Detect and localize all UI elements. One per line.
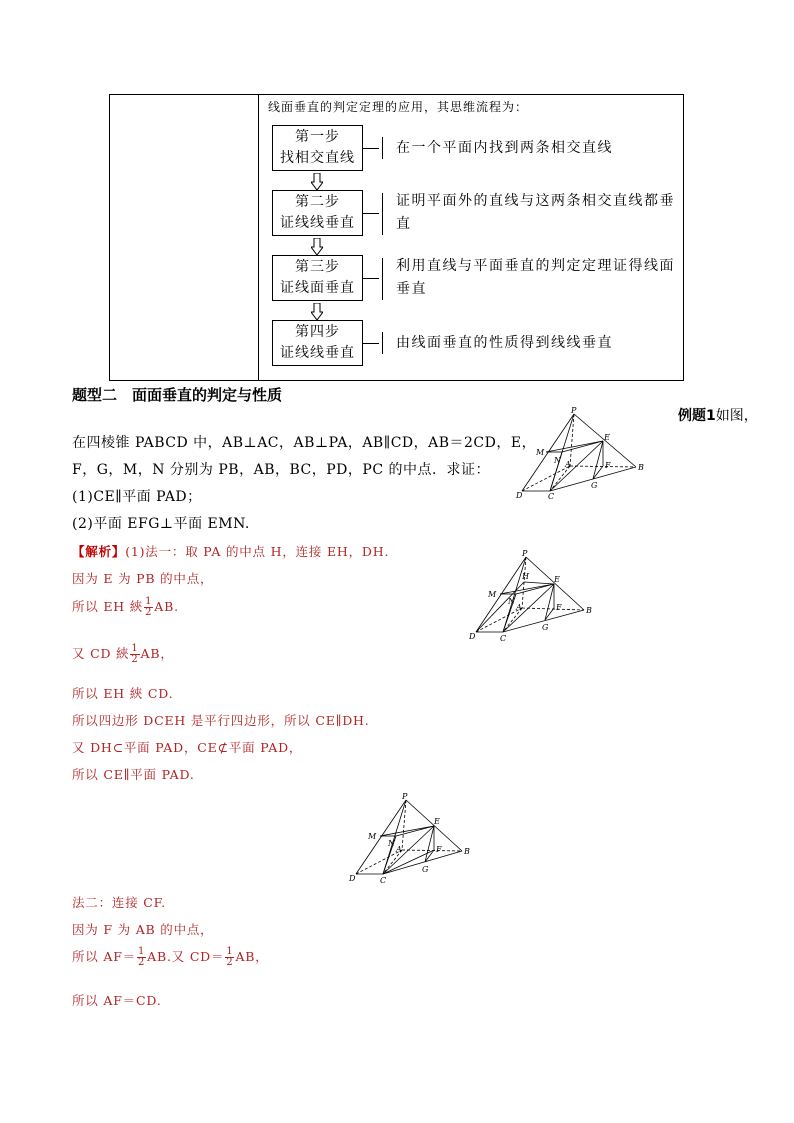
connector-bar [382, 258, 383, 300]
solution-text: (1)法一：取 PA 的中点 H，连接 EH，DH. [125, 544, 390, 559]
label-A: A [396, 845, 402, 854]
denominator: 2 [137, 957, 146, 968]
problem-q1: (1)CE∥平面 PAD； [72, 489, 202, 505]
denominator: 2 [145, 607, 153, 618]
label-G: G [591, 481, 598, 490]
label-A: A [516, 603, 522, 612]
label-P: P [571, 406, 577, 415]
method2-line-3 [72, 947, 269, 968]
down-arrow-icon [311, 173, 323, 191]
label-D: D [516, 491, 523, 500]
connector-bar [382, 332, 383, 354]
connector [363, 278, 379, 279]
connector [363, 343, 379, 344]
problem-q2: (2)平面 EFG⊥平面 EMN. [72, 516, 250, 532]
label-H: H [522, 572, 529, 581]
solution-line-3 [72, 597, 179, 618]
pyramid-figure-2 [466, 548, 601, 646]
flow-intro: 线面垂直的判定定理的应用，其思维流程为： [268, 100, 529, 114]
label-M: M [368, 832, 377, 841]
step-box-1 [272, 125, 363, 171]
label-B: B [464, 847, 470, 856]
text: 又 CD 綊 [72, 646, 130, 661]
text: AB， [235, 949, 269, 964]
connector-bar [382, 193, 383, 235]
solution-line-5: 所以 EH 綊 CD. [72, 686, 174, 701]
step-box-3 [272, 255, 363, 301]
label-D: D [469, 632, 476, 641]
label-C: C [380, 876, 387, 885]
example-label [678, 405, 758, 425]
label-C: C [548, 492, 555, 501]
step-desc: 利用直线与平面垂直的判定定理证得线面垂直 [396, 258, 675, 297]
label-M: M [536, 448, 545, 457]
connector [363, 213, 379, 214]
label-F: F [436, 845, 442, 854]
pyramid-figure-1 [512, 404, 647, 502]
numerator: 1 [145, 596, 153, 607]
label-F: F [556, 603, 562, 612]
fraction-half [130, 644, 139, 665]
connector-bar [382, 137, 383, 159]
label-M: M [488, 590, 497, 599]
text: AB.又 CD＝ [147, 949, 225, 964]
method2-line-2: 因为 F 为 AB 的中点， [72, 922, 214, 937]
label-E: E [554, 575, 560, 584]
fraction-half [144, 597, 153, 618]
step-name: 找相交直线 [280, 150, 355, 166]
flow-table [109, 94, 684, 381]
solution-line-1 [72, 542, 389, 560]
solution-line-2: 因为 E 为 PB 的中点， [72, 571, 214, 586]
step-box-4 [272, 320, 363, 366]
label-C: C [500, 634, 507, 643]
connector [363, 148, 379, 149]
label-N: N [554, 456, 561, 465]
step-desc: 在一个平面内找到两条相交直线 [396, 140, 613, 156]
label-F: F [605, 461, 611, 470]
step-box-2 [272, 190, 363, 236]
step-title: 第一步 [295, 129, 340, 145]
numerator: 1 [137, 946, 146, 957]
label-G: G [422, 865, 429, 874]
label-E: E [434, 817, 440, 826]
denominator: 2 [226, 957, 234, 968]
step-name: 证线线垂直 [280, 345, 355, 361]
step-desc: 证明平面外的直线与这两条相交直线都垂直 [396, 193, 675, 232]
fraction-half [137, 947, 146, 968]
step-title: 第四步 [295, 324, 340, 340]
label-E: E [604, 433, 610, 442]
down-arrow-icon [311, 303, 323, 321]
solution-line-6: 所以四边形 DCEH 是平行四边形，所以 CE∥DH. [72, 713, 370, 728]
label-B: B [638, 463, 644, 472]
step-title: 第二步 [295, 194, 340, 210]
solution-line-7: 又 DH⊂平面 PAD，CE⊄平面 PAD， [72, 740, 303, 755]
table-divider [258, 95, 259, 380]
label-G: G [542, 623, 549, 632]
step-desc: 由线面垂直的性质得到线线垂直 [396, 335, 613, 351]
step-title: 第三步 [295, 259, 340, 275]
label-N: N [508, 597, 515, 606]
label-A: A [565, 460, 571, 469]
step-name: 证线线垂直 [280, 215, 355, 231]
label-B: B [586, 606, 592, 615]
label-D: D [349, 874, 356, 883]
denominator: 2 [131, 654, 139, 665]
method2-line-1: 法二：连接 CF. [72, 895, 166, 910]
fraction-half [225, 947, 234, 968]
down-arrow-icon [311, 238, 323, 256]
problem-line-1: 在四棱锥 PABCD 中，AB⊥AC，AB⊥PA，AB∥CD，AB＝2CD，E， [72, 435, 537, 451]
problem-line-2: F，G，M，N 分别为 PB，AB，BC，PD，PC 的中点．求证： [72, 462, 490, 478]
method2-line-4: 所以 AF＝CD. [72, 993, 162, 1008]
pyramid-figure-3 [346, 790, 481, 888]
label-P: P [402, 792, 408, 801]
section-heading: 题型二 面面垂直的判定与性质 [72, 386, 283, 404]
example-number: 例题1 [678, 408, 716, 424]
solution-line-4 [72, 644, 174, 665]
label-N: N [388, 839, 395, 848]
label-P: P [522, 549, 528, 558]
text: AB， [140, 646, 174, 661]
example-after: 如图， [715, 408, 758, 424]
text: 所以 AF＝ [72, 949, 136, 964]
solution-line-8: 所以 CE∥平面 PAD. [72, 767, 195, 782]
step-name: 证线面垂直 [280, 280, 355, 296]
text: AB. [154, 599, 179, 614]
numerator: 1 [226, 946, 234, 957]
solution-bracket: 【解析】 [72, 544, 126, 559]
text: 所以 EH 綊 [72, 599, 144, 614]
numerator: 1 [131, 643, 139, 654]
